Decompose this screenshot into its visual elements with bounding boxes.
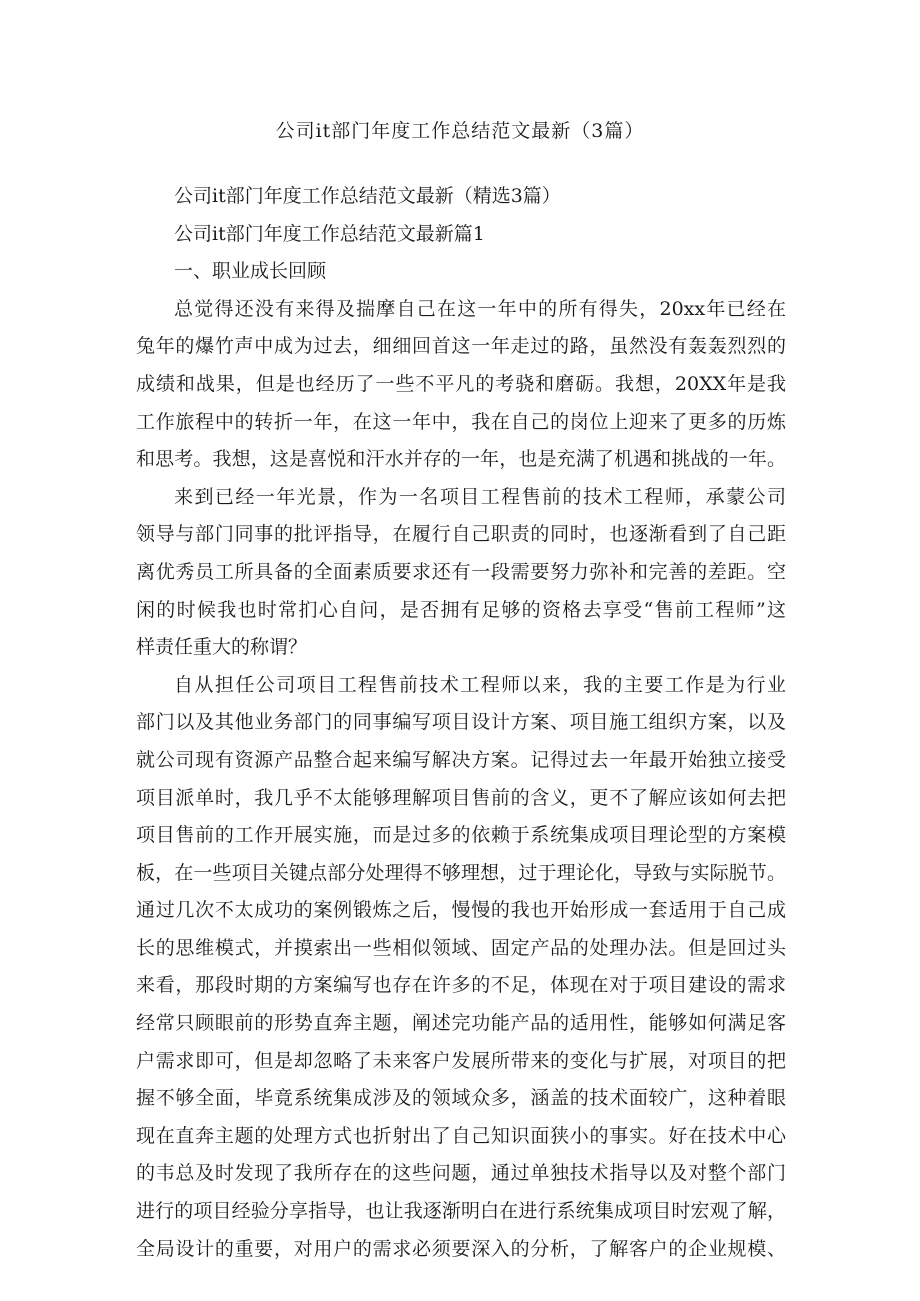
document-body bbox=[136, 178, 786, 1268]
paragraph-line: 握不够全面，毕竟系统集成涉及的领域众多，涵盖的技术面较广，这种着眼 bbox=[136, 1087, 786, 1110]
paragraph-line: 和思考。我想，这是喜悦和汗水并存的一年，也是充满了机遇和挑战的一年。 bbox=[136, 448, 786, 471]
document-title: 公司it部门年度工作总结范文最新（3篇） bbox=[275, 120, 645, 142]
paragraph-line: 项目派单时，我几乎不太能够理解项目售前的含义，更不了解应该如何去把 bbox=[136, 786, 786, 809]
paragraph-line: 闲的时候我也时常扪心自问，是否拥有足够的资格去享受“售前工程师”这 bbox=[136, 598, 786, 621]
paragraph-line: 离优秀员工所具备的全面素质要求还有一段需要努力弥补和完善的差距。空 bbox=[136, 560, 786, 583]
paragraph-line: 样责任重大的称谓？ bbox=[136, 636, 308, 659]
paragraph-line: 领导与部门同事的批评指导，在履行自己职责的同时，也逐渐看到了自己距 bbox=[136, 523, 786, 546]
paragraph-line: 就公司现有资源产品整合起来编写解决方案。记得过去一年最开始独立接受 bbox=[136, 748, 786, 771]
paragraph-line: 全局设计的重要，对用户的需求必须要深入的分析，了解客户的企业规模、 bbox=[136, 1237, 786, 1260]
paragraph-line: 来看，那段时期的方案编写也存在许多的不足，体现在对于项目建设的需求 bbox=[136, 974, 786, 997]
paragraph-line: 的韦总及时发现了我所存在的这些问题，通过单独技术指导以及对整个部门 bbox=[136, 1162, 786, 1185]
paragraph-line: 项目售前的工作开展实施，而是过多的依赖于系统集成项目理论型的方案模 bbox=[136, 824, 786, 847]
paragraph-line: 户需求即可，但是却忽略了未来客户发展所带来的变化与扩展，对项目的把 bbox=[136, 1049, 786, 1072]
subtitle-line: 公司it部门年度工作总结范文最新篇1 bbox=[174, 222, 485, 245]
paragraph-line: 部门以及其他业务部门的同事编写项目设计方案、项目施工组织方案，以及 bbox=[136, 711, 786, 734]
section-heading: 一、职业成长回顾 bbox=[174, 260, 327, 283]
paragraph-line: 现在直奔主题的处理方式也折射出了自己知识面狭小的事实。好在技术中心 bbox=[136, 1124, 786, 1147]
paragraph-line: 兔年的爆竹声中成为过去，细细回首这一年走过的路，虽然没有轰轰烈烈的 bbox=[136, 335, 786, 358]
paragraph-line: 成绩和战果，但是也经历了一些不平凡的考骁和磨砺。我想，20XX年是我 bbox=[136, 372, 786, 395]
paragraph-line: 自从担任公司项目工程售前技术工程师以来，我的主要工作是为行业 bbox=[174, 673, 786, 696]
paragraph-line: 进行的项目经验分享指导，也让我逐渐明白在进行系统集成项目时宏观了解， bbox=[136, 1200, 786, 1223]
paragraph-line: 板，在一些项目关键点部分处理得不够理想，过于理论化，导致与实际脱节。 bbox=[136, 861, 786, 884]
subtitle-line: 公司it部门年度工作总结范文最新（精选3篇） bbox=[174, 185, 561, 207]
paragraph-line: 总觉得还没有来得及揣摩自己在这一年中的所有得失，20xx年已经在 bbox=[174, 297, 786, 320]
paragraph-line: 经常只顾眼前的形势直奔主题，阐述完功能产品的适用性，能够如何满足客 bbox=[136, 1012, 786, 1035]
paragraph-line: 来到已经一年光景，作为一名项目工程售前的技术工程师，承蒙公司 bbox=[174, 485, 786, 508]
paragraph-line: 工作旅程中的转折一年，在这一年中，我在自己的岗位上迎来了更多的历炼 bbox=[136, 410, 786, 433]
paragraph-line: 通过几次不太成功的案例锻炼之后，慢慢的我也开始形成一套适用于自己成 bbox=[136, 899, 786, 922]
paragraph-line: 长的思维模式，并摸索出一些相似领域、固定产品的处理办法。但是回过头 bbox=[136, 936, 786, 959]
